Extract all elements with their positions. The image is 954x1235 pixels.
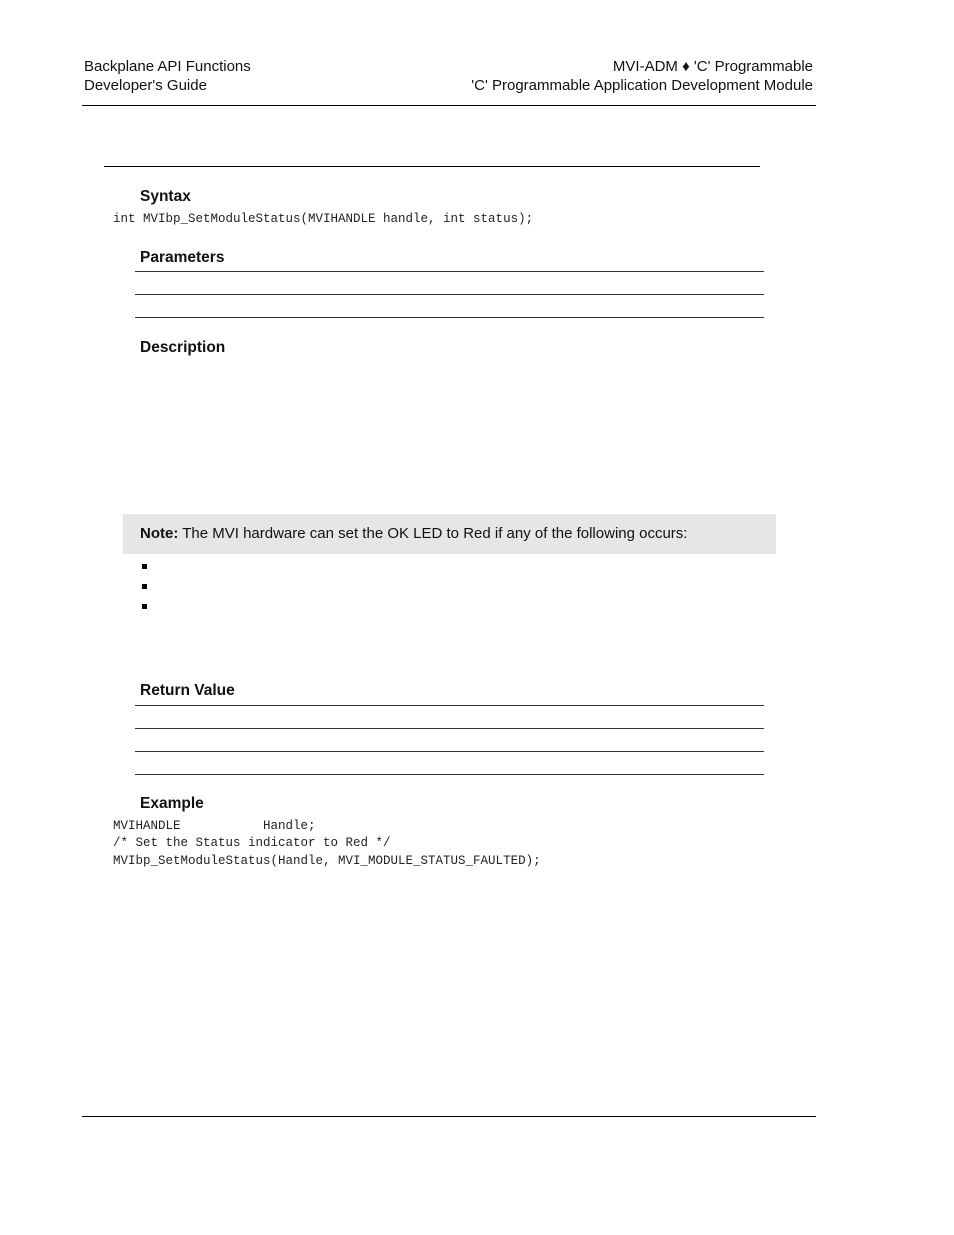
bullet-3	[142, 604, 147, 609]
footer-rule	[82, 1116, 816, 1117]
header-left-line1: Backplane API Functions	[84, 58, 251, 75]
parameters-table-rule-1	[135, 271, 764, 272]
return-table-rule-2	[135, 728, 764, 729]
parameters-table-rule-3	[135, 317, 764, 318]
syntax-heading: Syntax	[140, 188, 191, 205]
bullet-1	[142, 564, 147, 569]
header-right-line1: MVI-ADM ♦ 'C' Programmable	[612, 58, 813, 75]
header-left-line2: Developer's Guide	[84, 77, 207, 94]
description-heading: Description	[140, 339, 226, 356]
section-top-rule	[104, 166, 760, 167]
header-rule	[82, 105, 816, 106]
syntax-code: int MVIbp_SetModuleStatus(MVIHANDLE handle, int status);	[113, 212, 534, 226]
note-label: Note:	[140, 525, 179, 542]
bullet-2	[142, 584, 147, 589]
note-box	[123, 514, 776, 554]
note-text: The MVI hardware can set the OK LED to Red if any of the following occurs:	[178, 525, 688, 542]
example-code-line-2: /* Set the Status indicator to Red */	[113, 836, 391, 850]
parameters-table-rule-2	[135, 294, 764, 295]
return-table-rule-1	[135, 705, 764, 706]
return-table-rule-4	[135, 774, 764, 775]
return-value-heading: Return Value	[140, 682, 235, 699]
example-heading: Example	[140, 795, 204, 812]
header-right-line2: 'C' Programmable Application Development Module	[471, 77, 813, 94]
return-table-rule-3	[135, 751, 764, 752]
note-text-line	[140, 524, 687, 543]
example-code-line-3: MVIbp_SetModuleStatus(Handle, MVI_MODULE_STATUS_FAULTED);	[113, 854, 541, 868]
parameters-heading: Parameters	[140, 249, 225, 266]
example-code-line-1: MVIHANDLE Handle;	[113, 819, 316, 833]
